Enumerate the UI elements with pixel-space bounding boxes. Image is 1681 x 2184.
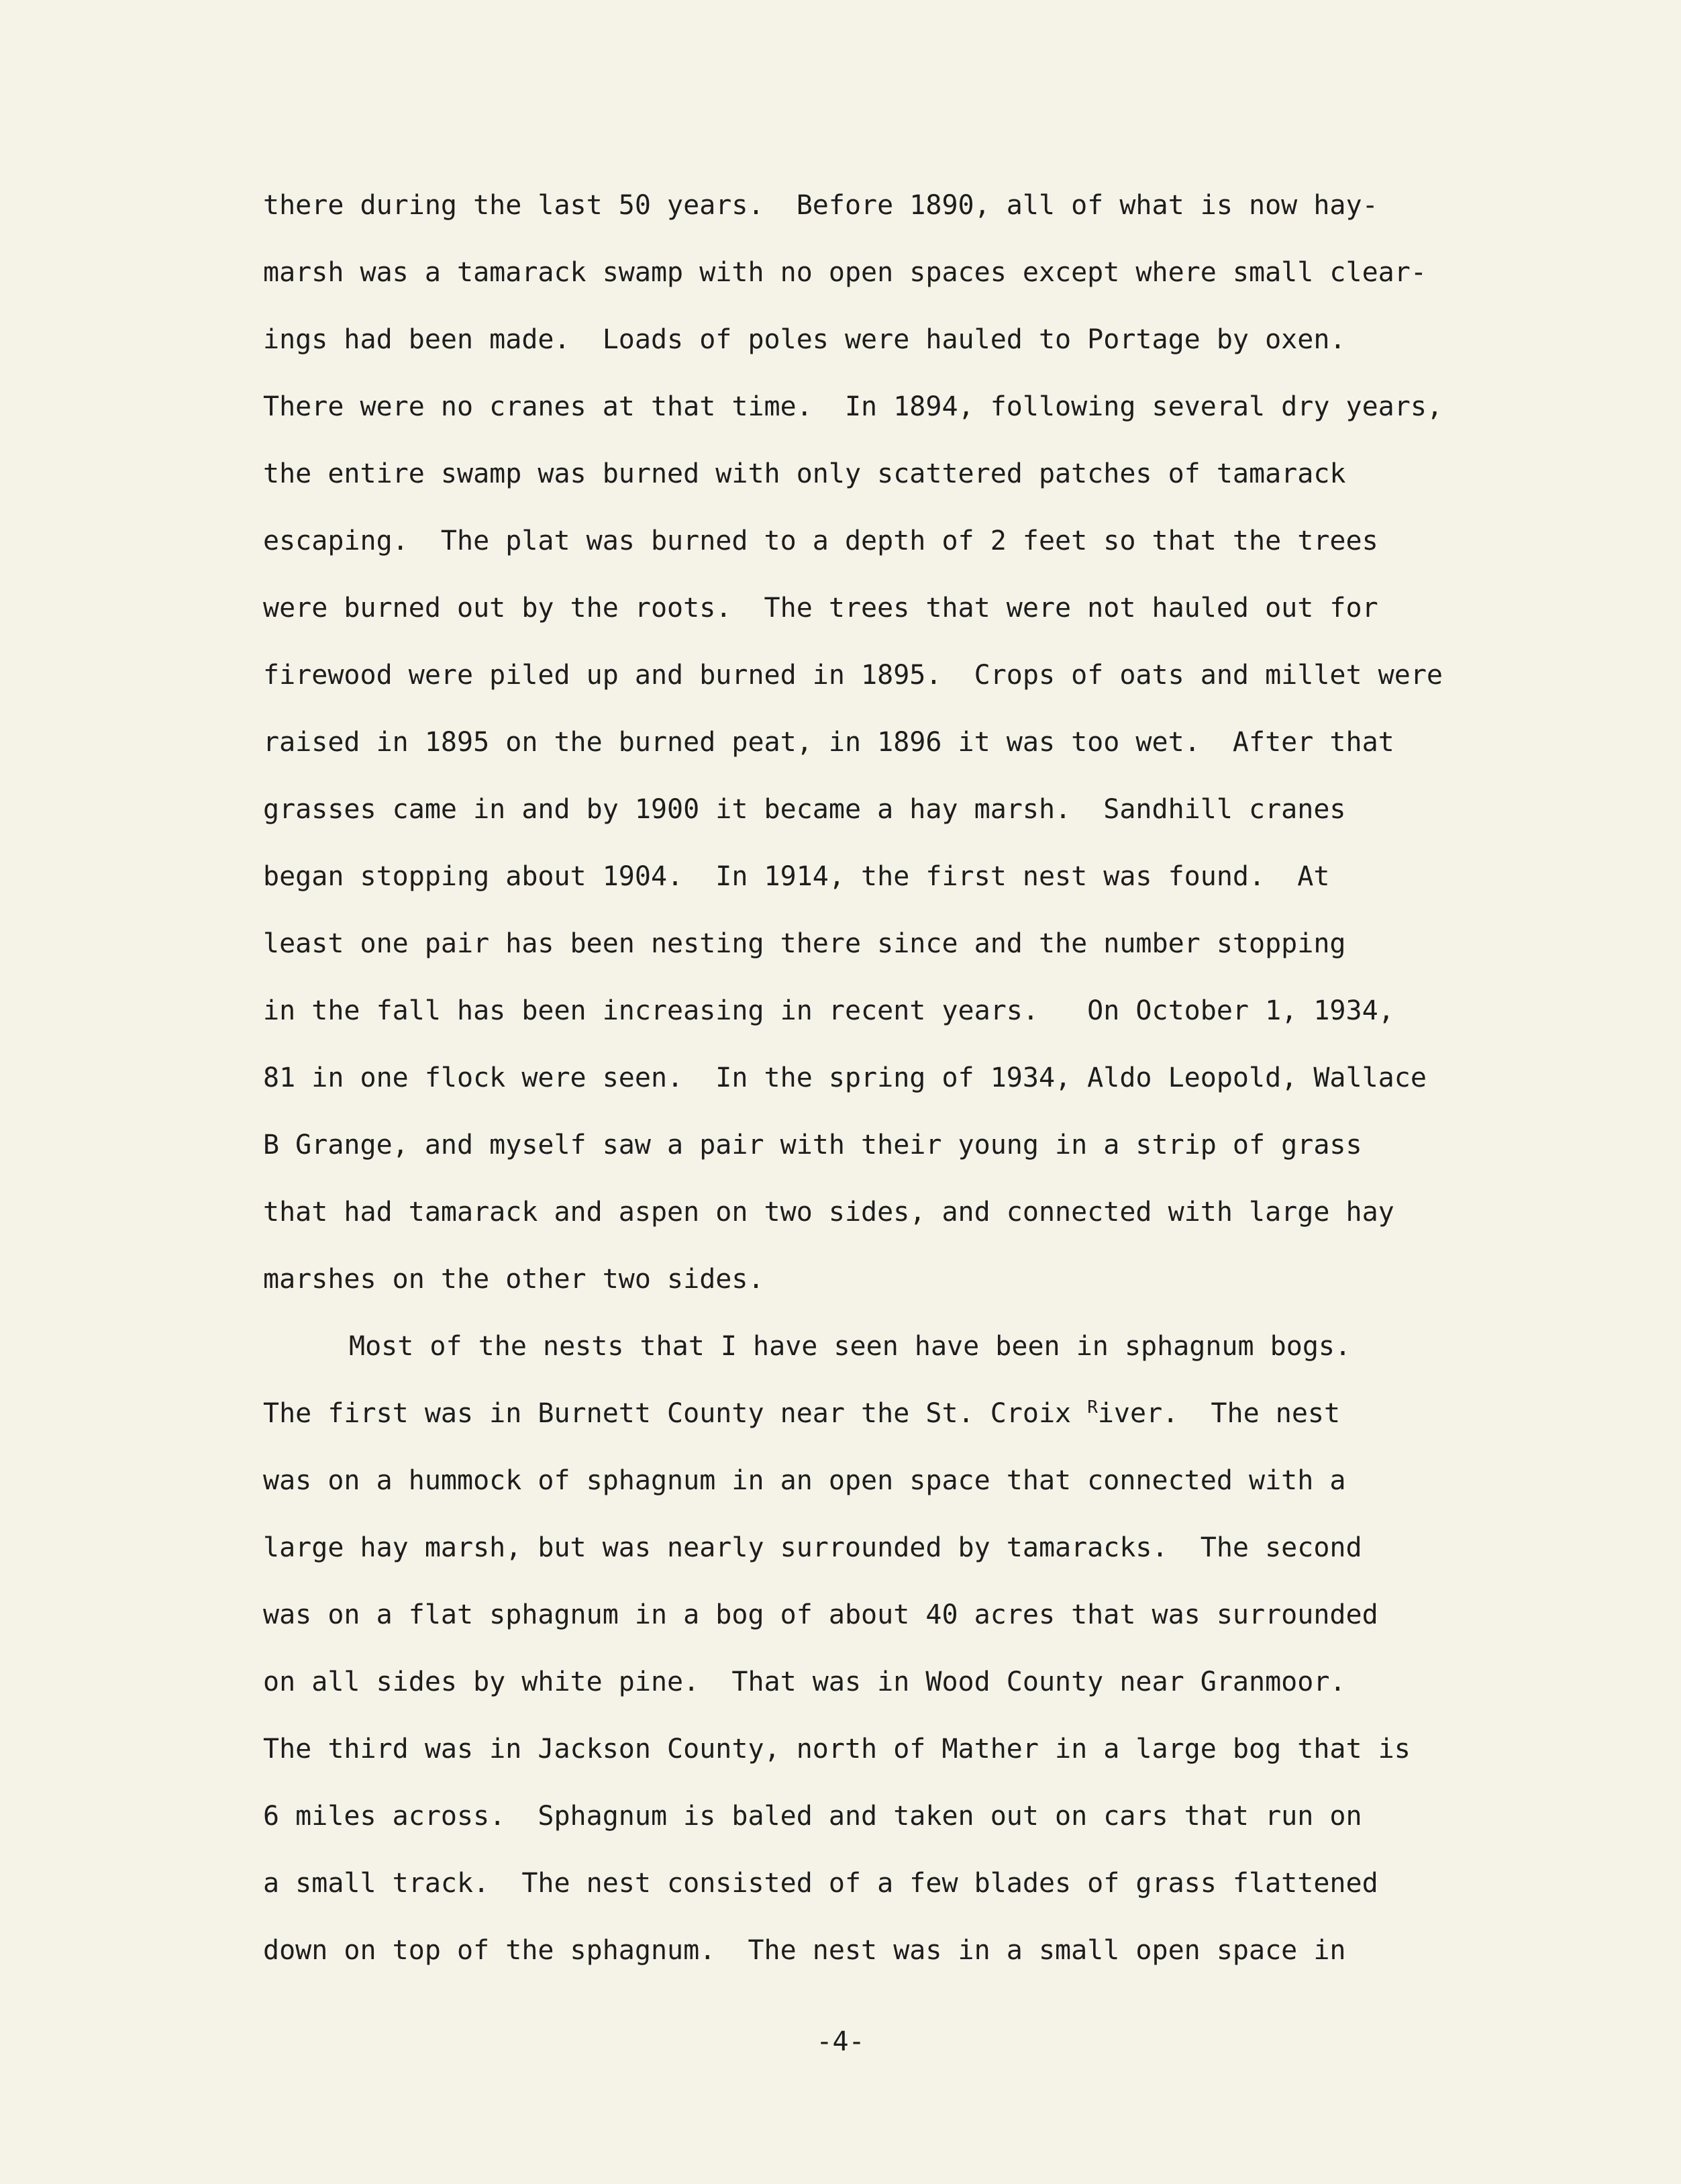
- text-line: firewood were piled up and burned in 1895. Crops of oats and millet were: [263, 660, 1443, 691]
- text-line: marsh was a tamarack swamp with no open spaces except where small clear-: [263, 257, 1427, 288]
- text-segment: The first was in Burnett County near the St. Croix: [263, 1398, 1088, 1429]
- text-line: that had tamarack and aspen on two sides, and connected with large hay: [263, 1197, 1394, 1228]
- text-line: least one pair has been nesting there since and the number stopping: [263, 928, 1346, 959]
- text-line: B Grange, and myself saw a pair with their young in a strip of grass: [263, 1130, 1362, 1160]
- text-line: the entire swamp was burned with only scattered patches of tamarack: [263, 458, 1346, 489]
- text-line: 6 miles across. Sphagnum is baled and taken out on cars that run on: [263, 1801, 1362, 1832]
- text-line: ings had been made. Loads of poles were hauled to Portage by oxen.: [263, 324, 1346, 355]
- text-line: [263, 1380, 1525, 1447]
- body-text: [263, 172, 1525, 1984]
- text-line: marshes on the other two sides.: [263, 1264, 764, 1295]
- text-line: 81 in one flock were seen. In the spring of 1934, Aldo Leopold, Wallace: [263, 1062, 1427, 1093]
- page-number: -4-: [816, 2026, 865, 2057]
- text-line: There were no cranes at that time. In 1894, following several dry years,: [263, 391, 1443, 422]
- text-line: escaping. The plat was burned to a depth of 2 feet so that the trees: [263, 526, 1378, 556]
- text-line: The third was in Jackson County, north of Mather in a large bog that is: [263, 1734, 1411, 1765]
- text-line: was on a flat sphagnum in a bog of about 40 acres that was surrounded: [263, 1599, 1378, 1630]
- text-line: were burned out by the roots. The trees that were not hauled out for: [263, 593, 1378, 624]
- text-line: large hay marsh, but was nearly surrounded by tamaracks. The second: [263, 1532, 1362, 1563]
- text-line: in the fall has been increasing in recent years. On October 1, 1934,: [263, 995, 1394, 1026]
- text-segment: iver. The nest: [1097, 1398, 1341, 1429]
- text-line: began stopping about 1904. In 1914, the first nest was found. At: [263, 861, 1330, 892]
- text-line: there during the last 50 years. Before 1890, all of what is now hay-: [263, 190, 1378, 221]
- text-line: grasses came in and by 1900 it became a hay marsh. Sandhill cranes: [263, 794, 1346, 825]
- paragraph-start-line: Most of the nests that I have seen have been in sphagnum bogs.: [349, 1331, 1352, 1362]
- text-line: on all sides by white pine. That was in Wood County near Granmoor.: [263, 1667, 1346, 1697]
- text-line: was on a hummock of sphagnum in an open space that connected with a: [263, 1465, 1346, 1496]
- text-line: a small track. The nest consisted of a few blades of grass flattened: [263, 1868, 1378, 1899]
- raised-letter: R: [1087, 1397, 1098, 1418]
- text-line: raised in 1895 on the burned peat, in 1896 it was too wet. After that: [263, 727, 1394, 758]
- text-line: down on top of the sphagnum. The nest was in a small open space in: [263, 1935, 1346, 1966]
